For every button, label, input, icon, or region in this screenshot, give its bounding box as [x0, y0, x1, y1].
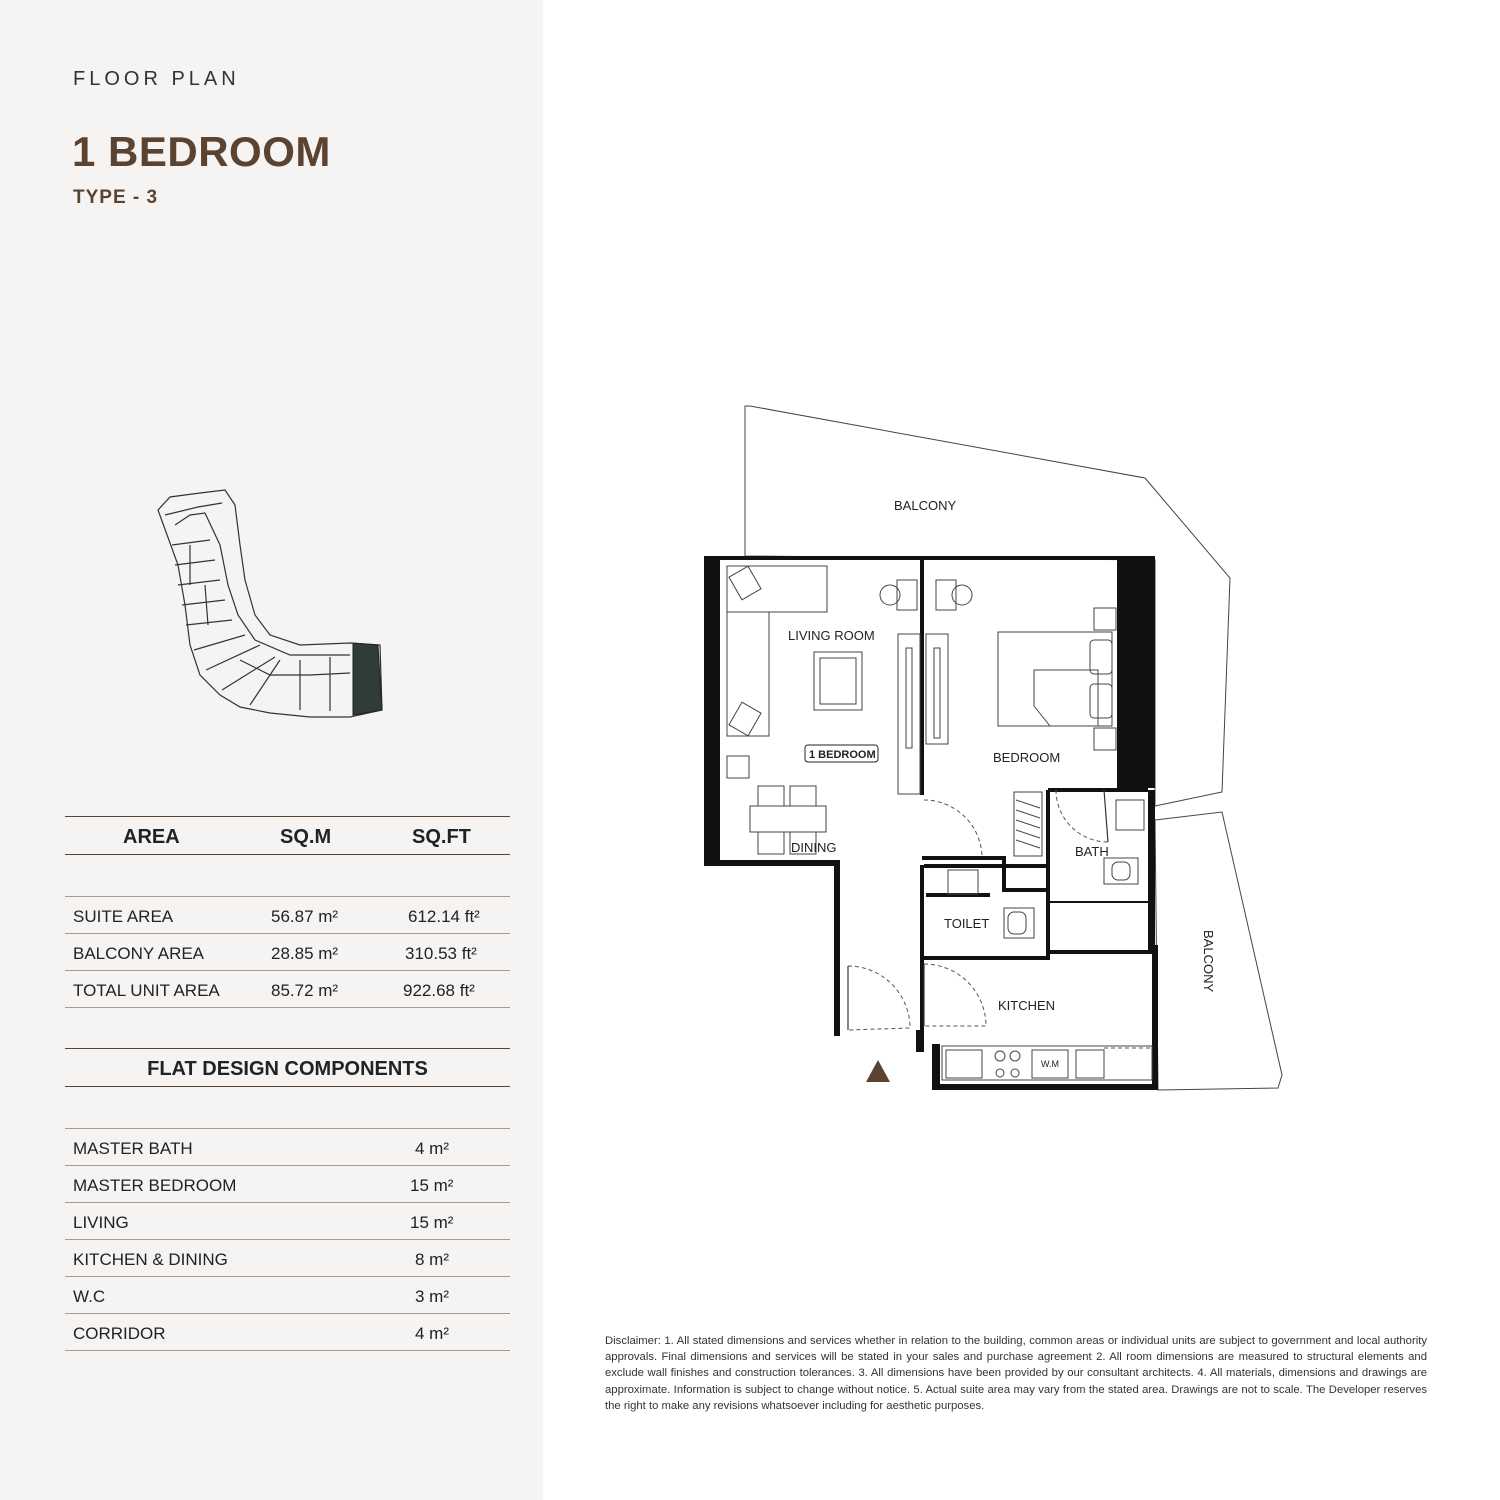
- row-sqm: 56.87 m²: [271, 907, 339, 926]
- row-sqft: 612.14 ft²: [408, 907, 480, 926]
- section-eyebrow: FLOOR PLAN: [73, 68, 240, 90]
- sofa: [727, 566, 827, 612]
- components-title: FLAT DESIGN COMPONENTS: [147, 1058, 428, 1080]
- label-bath: BATH: [1075, 844, 1109, 859]
- label-dining: DINING: [791, 840, 837, 855]
- balcony-side-outline: [1155, 812, 1282, 1090]
- row-value: 4 m²: [415, 1139, 449, 1158]
- row-label: BALCONY AREA: [73, 944, 205, 963]
- row-sqft: 310.53 ft²: [405, 944, 477, 963]
- row-label: MASTER BATH: [73, 1139, 193, 1158]
- table-row: [65, 1129, 510, 1166]
- components-table-header: [65, 1049, 510, 1087]
- table-row: [65, 897, 510, 934]
- col-sqm: SQ.M: [280, 826, 332, 848]
- row-value: 15 m²: [410, 1176, 454, 1195]
- entrance-arrow-icon: [866, 1060, 890, 1082]
- row-label: TOTAL UNIT AREA: [73, 981, 220, 1000]
- row-label: KITCHEN & DINING: [73, 1250, 228, 1269]
- table-row: [65, 1277, 510, 1314]
- table-row: [65, 971, 510, 1008]
- label-washing-machine: W.M: [1041, 1059, 1059, 1069]
- table-row: [65, 934, 510, 971]
- area-table: [65, 816, 510, 1008]
- label-balcony-top: BALCONY: [894, 498, 957, 513]
- row-value: 4 m²: [415, 1324, 449, 1343]
- table-row: [65, 1314, 510, 1351]
- unit-type: TYPE - 3: [73, 187, 159, 208]
- row-sqft: 922.68 ft²: [403, 981, 475, 1000]
- coffee-table: [814, 652, 862, 710]
- area-table-header: [65, 817, 510, 855]
- row-sqm: 85.72 m²: [271, 981, 339, 1000]
- label-unit-tag: 1 BEDROOM: [809, 749, 876, 761]
- bed: [998, 632, 1112, 726]
- table-row: [65, 1240, 510, 1277]
- building-key-plan: [150, 485, 390, 725]
- label-bedroom: BEDROOM: [993, 750, 1061, 765]
- label-balcony-side: BALCONY: [1201, 930, 1216, 993]
- row-value: 15 m²: [410, 1213, 454, 1232]
- table-row: [65, 1166, 510, 1203]
- col-area: AREA: [123, 826, 180, 848]
- disclaimer-text: Disclaimer: 1. All stated dimensions and services whether in relation to the building, common areas or individual units are subject to government and local authority approvals. Final dimensions and services will be stated in your sales and purchase agreement 2. All room dimensions are measured to structural elements and exclude wall finishes and construction tolerances. 3. All dimensions have been provided by our consultant architects. 4. All materials, dimensions and drawings are approximate. Information is subject to change without notice. 5. Actual suite area may vary from the stated area. Drawings are not to scale. The Developer reserves the right to make any revisions whatsoever including for aesthetic purposes.: [605, 1335, 1427, 1412]
- dining-table: [750, 806, 826, 832]
- table-spacer: [65, 855, 510, 897]
- row-value: 3 m²: [415, 1287, 449, 1306]
- info-panel: [0, 0, 543, 1500]
- label-living-room: LIVING ROOM: [788, 628, 875, 643]
- row-label: CORRIDOR: [73, 1324, 166, 1343]
- row-value: 8 m²: [415, 1250, 449, 1269]
- label-kitchen: KITCHEN: [998, 998, 1056, 1013]
- label-toilet: TOILET: [944, 916, 990, 931]
- row-label: LIVING: [73, 1213, 129, 1232]
- floor-plan: [690, 400, 1300, 1100]
- row-sqm: 28.85 m²: [271, 944, 339, 963]
- components-table: [65, 1048, 510, 1351]
- table-row: [65, 1203, 510, 1240]
- col-sqft: SQ.FT: [412, 826, 471, 848]
- row-label: SUITE AREA: [73, 907, 174, 926]
- row-label: MASTER BEDROOM: [73, 1176, 237, 1195]
- tv-unit: [898, 634, 920, 794]
- row-label: W.C: [73, 1287, 106, 1306]
- table-spacer: [65, 1087, 510, 1129]
- page-title: 1 BEDROOM: [72, 128, 331, 175]
